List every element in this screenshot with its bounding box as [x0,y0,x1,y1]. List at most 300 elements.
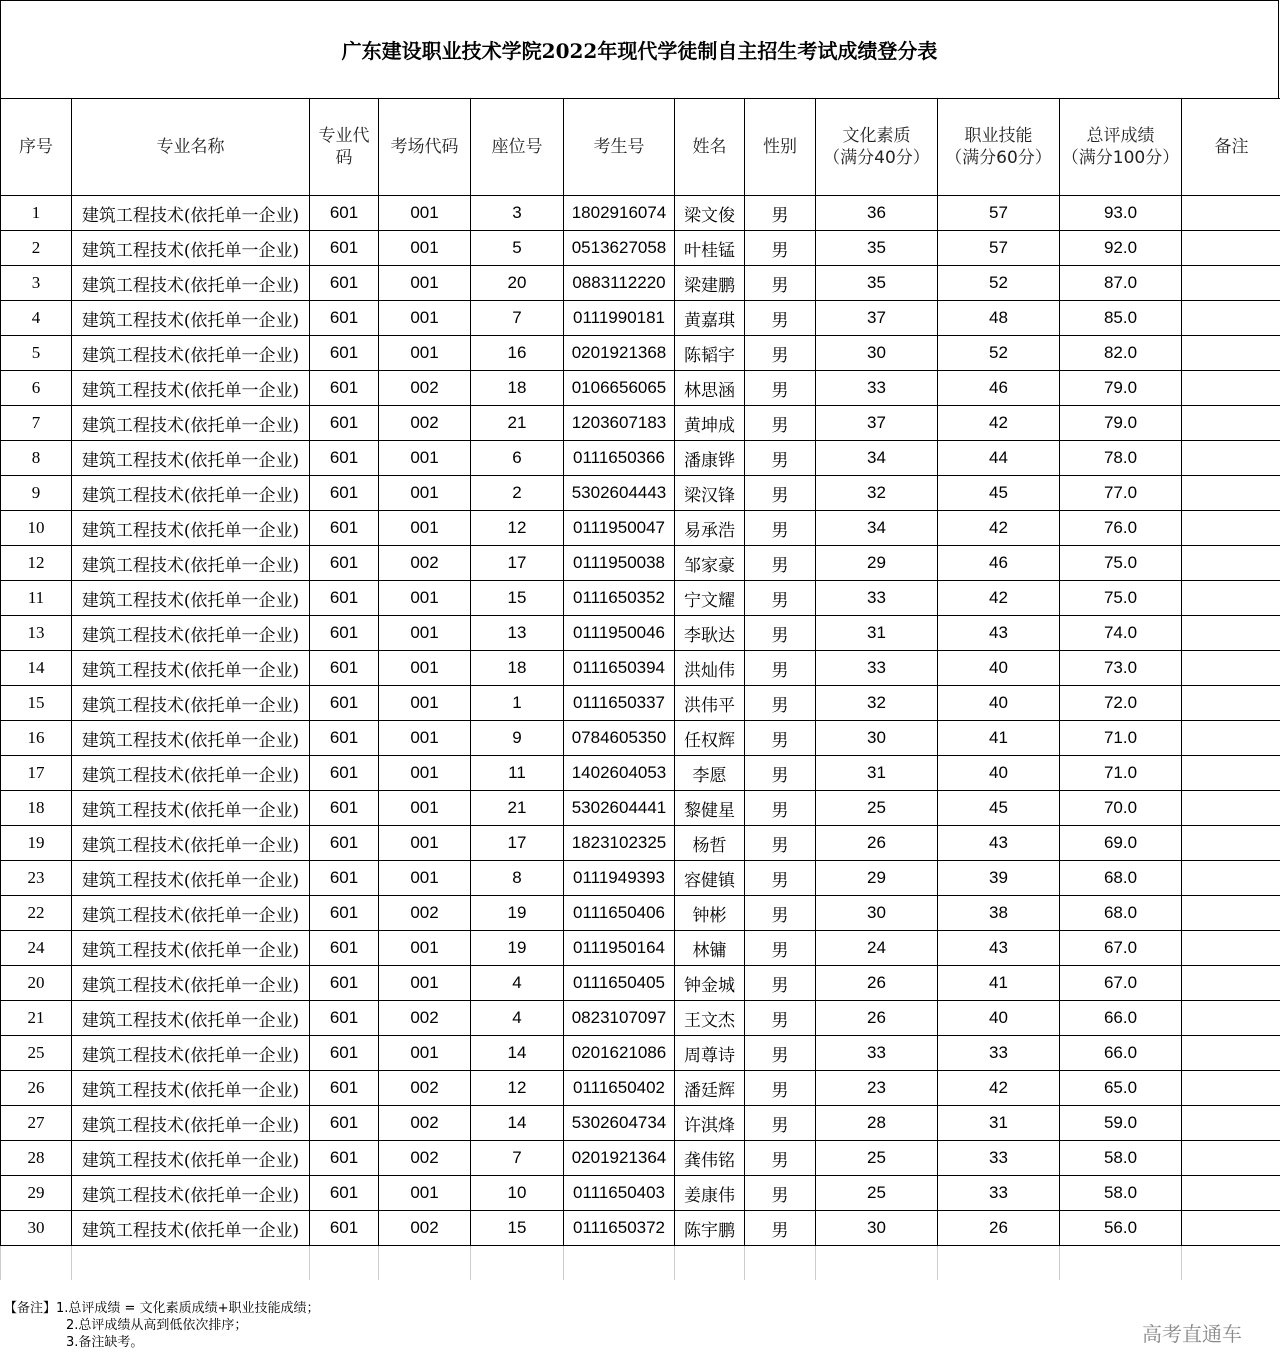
cell-seat: 20 [471,266,564,301]
cell-seat: 12 [471,1071,564,1106]
cell-room: 001 [379,966,471,1001]
table-row [1,511,1280,546]
table-row [1,231,1280,266]
cell-seq: 28 [1,1141,72,1176]
cell-name: 宁文耀 [675,581,745,616]
cell-major: 建筑工程技术(依托单一企业) [72,266,310,301]
cell-culture: 36 [816,196,938,231]
cell-major: 建筑工程技术(依托单一企业) [72,196,310,231]
cell-exam-no: 0784605350 [564,721,675,756]
blank-cell [675,1246,745,1281]
cell-major-code: 601 [310,861,379,896]
cell-name: 林思涵 [675,371,745,406]
cell-gender: 男 [745,511,816,546]
cell-name: 许淇烽 [675,1106,745,1141]
cell-room: 001 [379,721,471,756]
cell-seq: 6 [1,371,72,406]
cell-remark [1182,371,1280,406]
cell-name: 邹家豪 [675,546,745,581]
cell-total: 87.0 [1060,266,1182,301]
cell-skill: 48 [938,301,1060,336]
cell-exam-no: 1823102325 [564,826,675,861]
cell-major-code: 601 [310,231,379,266]
cell-gender: 男 [745,266,816,301]
cell-remark [1182,616,1280,651]
cell-total: 66.0 [1060,1036,1182,1071]
cell-exam-no: 0111650352 [564,581,675,616]
cell-exam-no: 0111950047 [564,511,675,546]
table-row [1,546,1280,581]
cell-exam-no: 0201621086 [564,1036,675,1071]
cell-seat: 14 [471,1106,564,1141]
note-line-1: 【备注】1.总评成绩 = 文化素质成绩+职业技能成绩； [4,1301,320,1316]
table-row [1,336,1280,371]
cell-name: 陈韬宇 [675,336,745,371]
cell-total: 58.0 [1060,1141,1182,1176]
cell-gender: 男 [745,791,816,826]
cell-gender: 男 [745,581,816,616]
cell-total: 74.0 [1060,616,1182,651]
cell-room: 002 [379,406,471,441]
cell-seq: 15 [1,686,72,721]
blank-cell [310,1246,379,1281]
cell-major: 建筑工程技术(依托单一企业) [72,1036,310,1071]
cell-name: 梁汉锋 [675,476,745,511]
table-row [1,441,1280,476]
cell-major: 建筑工程技术(依托单一企业) [72,896,310,931]
cell-exam-no: 0201921368 [564,336,675,371]
cell-total: 79.0 [1060,371,1182,406]
cell-total: 70.0 [1060,791,1182,826]
cell-exam-no: 0201921364 [564,1141,675,1176]
cell-seat: 4 [471,966,564,1001]
cell-total: 75.0 [1060,581,1182,616]
cell-exam-no: 0513627058 [564,231,675,266]
cell-skill: 52 [938,266,1060,301]
cell-remark [1182,1141,1280,1176]
cell-culture: 31 [816,616,938,651]
cell-major: 建筑工程技术(依托单一企业) [72,966,310,1001]
cell-seat: 11 [471,756,564,791]
cell-skill: 43 [938,931,1060,966]
cell-gender: 男 [745,756,816,791]
header-name: 姓名 [675,99,745,196]
cell-skill: 31 [938,1106,1060,1141]
table-row [1,196,1280,231]
cell-room: 001 [379,651,471,686]
cell-seq: 23 [1,861,72,896]
cell-culture: 30 [816,896,938,931]
cell-name: 梁文俊 [675,196,745,231]
cell-culture: 37 [816,301,938,336]
cell-major: 建筑工程技术(依托单一企业) [72,861,310,896]
cell-culture: 35 [816,266,938,301]
cell-seq: 2 [1,231,72,266]
cell-seat: 15 [471,1211,564,1246]
cell-major: 建筑工程技术(依托单一企业) [72,1071,310,1106]
cell-total: 71.0 [1060,756,1182,791]
cell-remark [1182,791,1280,826]
cell-total: 58.0 [1060,1176,1182,1211]
header-seat: 座位号 [471,99,564,196]
cell-room: 001 [379,616,471,651]
cell-gender: 男 [745,196,816,231]
cell-seq: 13 [1,616,72,651]
cell-major: 建筑工程技术(依托单一企业) [72,371,310,406]
cell-major-code: 601 [310,1001,379,1036]
cell-remark [1182,1211,1280,1246]
cell-seat: 17 [471,826,564,861]
cell-seat: 6 [471,441,564,476]
cell-culture: 32 [816,686,938,721]
cell-total: 56.0 [1060,1211,1182,1246]
cell-name: 叶桂锰 [675,231,745,266]
table-row [1,721,1280,756]
cell-major: 建筑工程技术(依托单一企业) [72,1106,310,1141]
cell-major: 建筑工程技术(依托单一企业) [72,826,310,861]
cell-major: 建筑工程技术(依托单一企业) [72,406,310,441]
cell-skill: 45 [938,476,1060,511]
cell-room: 001 [379,826,471,861]
cell-skill: 38 [938,896,1060,931]
cell-seq: 20 [1,966,72,1001]
cell-culture: 33 [816,1036,938,1071]
cell-major-code: 601 [310,756,379,791]
cell-name: 易承浩 [675,511,745,546]
cell-culture: 28 [816,1106,938,1141]
cell-name: 陈宇鹏 [675,1211,745,1246]
cell-major: 建筑工程技术(依托单一企业) [72,581,310,616]
table-row [1,1211,1280,1246]
cell-skill: 39 [938,861,1060,896]
cell-seat: 2 [471,476,564,511]
cell-gender: 男 [745,406,816,441]
cell-major-code: 601 [310,1071,379,1106]
cell-seat: 16 [471,336,564,371]
blank-cell [379,1246,471,1281]
cell-major-code: 601 [310,931,379,966]
table-row [1,406,1280,441]
cell-name: 黎健星 [675,791,745,826]
cell-remark [1182,231,1280,266]
cell-gender: 男 [745,1106,816,1141]
cell-seq: 12 [1,546,72,581]
cell-total: 75.0 [1060,546,1182,581]
cell-major-code: 601 [310,1176,379,1211]
cell-gender: 男 [745,1211,816,1246]
table-row [1,1001,1280,1036]
cell-major-code: 601 [310,1211,379,1246]
cell-seq: 3 [1,266,72,301]
table-row [1,966,1280,1001]
cell-seat: 9 [471,721,564,756]
cell-gender: 男 [745,686,816,721]
cell-name: 林镛 [675,931,745,966]
header-seq: 序号 [1,99,72,196]
header-gender: 性别 [745,99,816,196]
cell-culture: 37 [816,406,938,441]
cell-name: 潘廷辉 [675,1071,745,1106]
cell-gender: 男 [745,966,816,1001]
cell-exam-no: 0111950046 [564,616,675,651]
cell-room: 002 [379,371,471,406]
cell-seq: 19 [1,826,72,861]
cell-total: 67.0 [1060,966,1182,1001]
cell-exam-no: 1802916074 [564,196,675,231]
cell-seat: 19 [471,896,564,931]
cell-name: 黄坤成 [675,406,745,441]
cell-gender: 男 [745,826,816,861]
cell-remark [1182,1036,1280,1071]
cell-major-code: 601 [310,196,379,231]
cell-seat: 18 [471,371,564,406]
cell-major: 建筑工程技术(依托单一企业) [72,686,310,721]
cell-total: 73.0 [1060,651,1182,686]
cell-culture: 33 [816,581,938,616]
cell-major: 建筑工程技术(依托单一企业) [72,721,310,756]
cell-culture: 29 [816,861,938,896]
cell-seq: 25 [1,1036,72,1071]
cell-remark [1182,651,1280,686]
table-row [1,686,1280,721]
cell-total: 79.0 [1060,406,1182,441]
cell-major-code: 601 [310,966,379,1001]
table-row [1,756,1280,791]
cell-culture: 33 [816,651,938,686]
cell-room: 001 [379,301,471,336]
cell-total: 59.0 [1060,1106,1182,1141]
cell-skill: 45 [938,791,1060,826]
cell-total: 68.0 [1060,861,1182,896]
cell-gender: 男 [745,476,816,511]
cell-gender: 男 [745,371,816,406]
cell-total: 67.0 [1060,931,1182,966]
cell-exam-no: 1203607183 [564,406,675,441]
cell-culture: 30 [816,721,938,756]
cell-gender: 男 [745,1176,816,1211]
blank-cell [72,1246,310,1281]
cell-seat: 14 [471,1036,564,1071]
cell-exam-no: 0111950164 [564,931,675,966]
cell-gender: 男 [745,301,816,336]
header-exam-no: 考生号 [564,99,675,196]
cell-room: 001 [379,931,471,966]
cell-culture: 33 [816,371,938,406]
cell-name: 洪伟平 [675,686,745,721]
cell-room: 001 [379,686,471,721]
cell-skill: 43 [938,616,1060,651]
cell-remark [1182,1001,1280,1036]
cell-major-code: 601 [310,301,379,336]
cell-room: 001 [379,476,471,511]
header-room-code: 考场代码 [379,99,471,196]
cell-remark [1182,861,1280,896]
cell-culture: 26 [816,966,938,1001]
cell-seat: 7 [471,301,564,336]
score-table [0,98,1280,1280]
cell-room: 001 [379,791,471,826]
cell-seq: 7 [1,406,72,441]
cell-remark [1182,1106,1280,1141]
header-total: 总评成绩 （满分100分） [1060,99,1182,196]
cell-remark [1182,196,1280,231]
cell-seat: 21 [471,406,564,441]
cell-major: 建筑工程技术(依托单一企业) [72,231,310,266]
cell-room: 001 [379,1176,471,1211]
cell-culture: 23 [816,1071,938,1106]
cell-skill: 57 [938,196,1060,231]
cell-major: 建筑工程技术(依托单一企业) [72,1176,310,1211]
cell-seat: 8 [471,861,564,896]
cell-seq: 4 [1,301,72,336]
cell-major-code: 601 [310,476,379,511]
cell-seq: 1 [1,196,72,231]
cell-gender: 男 [745,861,816,896]
cell-total: 72.0 [1060,686,1182,721]
cell-room: 002 [379,1211,471,1246]
table-row [1,1176,1280,1211]
cell-remark [1182,1071,1280,1106]
cell-major: 建筑工程技术(依托单一企业) [72,756,310,791]
cell-exam-no: 0111650403 [564,1176,675,1211]
header-remark: 备注 [1182,99,1280,196]
cell-name: 钟金城 [675,966,745,1001]
cell-name: 黄嘉琪 [675,301,745,336]
cell-major-code: 601 [310,511,379,546]
table-row [1,301,1280,336]
cell-total: 68.0 [1060,896,1182,931]
cell-room: 002 [379,1001,471,1036]
cell-culture: 31 [816,756,938,791]
header-major: 专业名称 [72,99,310,196]
cell-name: 龚伟铭 [675,1141,745,1176]
cell-seat: 13 [471,616,564,651]
cell-exam-no: 0111650406 [564,896,675,931]
cell-seat: 12 [471,511,564,546]
cell-room: 002 [379,1141,471,1176]
cell-remark [1182,966,1280,1001]
cell-major: 建筑工程技术(依托单一企业) [72,616,310,651]
cell-seq: 26 [1,1071,72,1106]
cell-seq: 21 [1,1001,72,1036]
cell-exam-no: 0111650366 [564,441,675,476]
table-row [1,931,1280,966]
blank-cell [564,1246,675,1281]
cell-room: 001 [379,196,471,231]
blank-cell [816,1246,938,1281]
cell-exam-no: 0111650394 [564,651,675,686]
cell-seq: 30 [1,1211,72,1246]
cell-major-code: 601 [310,406,379,441]
cell-skill: 33 [938,1176,1060,1211]
cell-total: 71.0 [1060,721,1182,756]
cell-seat: 15 [471,581,564,616]
watermark: 高考直通车 [1142,1322,1242,1346]
cell-seat: 1 [471,686,564,721]
notes-block [4,1300,319,1351]
cell-exam-no: 5302604441 [564,791,675,826]
cell-major: 建筑工程技术(依托单一企业) [72,791,310,826]
cell-major: 建筑工程技术(依托单一企业) [72,1211,310,1246]
cell-seq: 8 [1,441,72,476]
cell-room: 001 [379,581,471,616]
cell-total: 78.0 [1060,441,1182,476]
cell-skill: 33 [938,1141,1060,1176]
cell-major: 建筑工程技术(依托单一企业) [72,301,310,336]
cell-culture: 26 [816,1001,938,1036]
table-row [1,791,1280,826]
cell-major-code: 601 [310,616,379,651]
cell-gender: 男 [745,546,816,581]
cell-seq: 18 [1,791,72,826]
note-line-3: 3.备注缺考。 [66,1335,144,1350]
cell-skill: 40 [938,686,1060,721]
cell-culture: 24 [816,931,938,966]
cell-seq: 10 [1,511,72,546]
sheet-title: 广东建设职业技术学院2022年现代学徒制自主招生考试成绩登分表 [0,0,1279,98]
cell-exam-no: 5302604734 [564,1106,675,1141]
cell-seq: 16 [1,721,72,756]
cell-remark [1182,756,1280,791]
blank-cell [1,1246,72,1281]
cell-gender: 男 [745,616,816,651]
cell-seq: 24 [1,931,72,966]
cell-seq: 11 [1,581,72,616]
cell-name: 周尊诗 [675,1036,745,1071]
table-row [1,371,1280,406]
cell-major-code: 601 [310,651,379,686]
cell-seat: 5 [471,231,564,266]
cell-major: 建筑工程技术(依托单一企业) [72,511,310,546]
blank-row [1,1246,1280,1281]
cell-major-code: 601 [310,546,379,581]
cell-seat: 10 [471,1176,564,1211]
cell-name: 李耿达 [675,616,745,651]
cell-room: 001 [379,336,471,371]
cell-skill: 26 [938,1211,1060,1246]
cell-total: 69.0 [1060,826,1182,861]
cell-exam-no: 0106656065 [564,371,675,406]
cell-major: 建筑工程技术(依托单一企业) [72,441,310,476]
cell-exam-no: 0823107097 [564,1001,675,1036]
cell-remark [1182,511,1280,546]
cell-skill: 41 [938,966,1060,1001]
cell-gender: 男 [745,231,816,266]
cell-gender: 男 [745,1141,816,1176]
cell-culture: 34 [816,511,938,546]
cell-gender: 男 [745,1001,816,1036]
cell-seat: 4 [471,1001,564,1036]
cell-gender: 男 [745,1071,816,1106]
cell-seat: 19 [471,931,564,966]
header-major-code: 专业代 码 [310,99,379,196]
cell-name: 梁建鹏 [675,266,745,301]
cell-room: 001 [379,231,471,266]
cell-total: 66.0 [1060,1001,1182,1036]
cell-name: 洪灿伟 [675,651,745,686]
table-row [1,476,1280,511]
cell-remark [1182,581,1280,616]
cell-skill: 33 [938,1036,1060,1071]
cell-name: 钟彬 [675,896,745,931]
blank-cell [1182,1246,1280,1281]
cell-remark [1182,301,1280,336]
table-row [1,651,1280,686]
cell-room: 001 [379,511,471,546]
cell-remark [1182,721,1280,756]
cell-remark [1182,1176,1280,1211]
cell-major: 建筑工程技术(依托单一企业) [72,336,310,371]
